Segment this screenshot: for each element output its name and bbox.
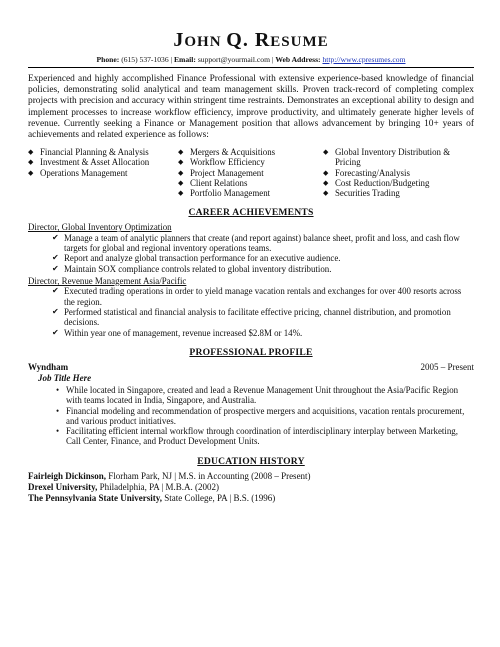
skill-item: ◆ Operations Management <box>28 168 178 178</box>
skills-column-1 <box>28 147 178 198</box>
skill-item: ◆ Project Management <box>178 168 323 178</box>
role-title: Director, Global Inventory Optimization <box>28 222 172 233</box>
school-detail: State College, PA | B.S. (1996) <box>162 492 276 503</box>
employer-row <box>28 362 474 373</box>
skill-item: ◆ Global Inventory Distribution & Pricing <box>323 147 453 167</box>
skill-item: ◆ Securities Trading <box>323 188 453 198</box>
achievement-item: ✔ Maintain SOX compliance controls related to global inventory distribution. <box>52 264 474 274</box>
skills-column-3 <box>323 147 453 198</box>
skill-item: ◆ Cost Reduction/Budgeting <box>323 178 453 188</box>
profile-item: • While located in Singapore, created and lead a Revenue Management Unit throughout the Asia/Pacific Region with teams located in India, Singapore, and Australia. <box>56 385 474 406</box>
resume-name: JOHN Q. RESUME <box>173 29 329 51</box>
phone-label: Phone: <box>96 55 120 64</box>
resume-page <box>28 30 474 504</box>
employment-dates: 2005 – Present <box>420 361 474 372</box>
school-name: Drexel University, <box>28 481 98 492</box>
email-value[interactable]: support@yourmail.com <box>197 55 270 64</box>
skill-item: ◆ Investment & Asset Allocation <box>28 157 178 167</box>
school-name: Fairleigh Dickinson, <box>28 470 107 481</box>
skill-item: ◆ Portfolio Management <box>178 188 323 198</box>
school-detail: Florham Park, NJ | M.S. in Accounting (2008 – Present) <box>106 470 311 481</box>
school-detail: Philadelphia, PA | M.B.A. (2002) <box>97 481 220 492</box>
career-achievements-heading: CAREER ACHIEVEMENTS <box>188 207 314 219</box>
achievement-list <box>28 286 474 337</box>
skill-item: ◆ Workflow Efficiency <box>178 157 323 167</box>
skill-item: ◆ Forecasting/Analysis <box>323 168 453 178</box>
education-history-heading: EDUCATION HISTORY <box>197 455 305 467</box>
achievement-item: ✔ Within year one of management, revenue increased $2.8M or 14%. <box>52 328 474 338</box>
profile-item: • Financial modeling and recommendation of prospective mergers and acquisitions, vacation rentals procurement, and various product initiatives. <box>56 406 474 427</box>
achievement-item: ✔ Performed statistical and financial analysis to facilitate effective pricing, channel distribution, and promotion decisions. <box>52 307 474 328</box>
professional-profile-heading: PROFESSIONAL PROFILE <box>189 346 313 358</box>
education-entry <box>28 471 474 482</box>
contact-line: Phone: (615) 537-1036 | Email: support@yourmail.com | Web Address: http://www.cpresumes.com <box>28 54 474 68</box>
achievement-item: ✔ Report and analyze global transaction performance for an executive audience. <box>52 253 474 263</box>
skill-item: ◆ Financial Planning & Analysis <box>28 147 178 157</box>
profile-list <box>28 385 474 447</box>
skills-list <box>28 147 474 198</box>
web-address-link[interactable]: http://www.cpresumes.com <box>322 55 406 64</box>
email-label: Email: <box>173 55 196 64</box>
role-title: Director, Revenue Management Asia/Pacific <box>28 275 187 286</box>
skills-column-2 <box>178 147 323 198</box>
phone-value: (615) 537-1036 <box>121 55 169 64</box>
education-entry <box>28 482 474 493</box>
achievement-item: ✔ Manage a team of analytic planners that create (and report against) balance sheet, profit and loss, and cash flow targets for global and regional inventory operations teams. <box>52 233 474 254</box>
job-title: Job Title Here <box>38 372 92 383</box>
achievement-list <box>28 233 474 274</box>
employer-name: Wyndham <box>28 361 69 372</box>
achievement-item: ✔ Executed trading operations in order to yield manage vacation rentals and exchanges for over 400 resorts across the region. <box>52 286 474 307</box>
skill-item: ◆ Client Relations <box>178 178 323 188</box>
skill-item: ◆ Mergers & Acquisitions <box>178 147 323 157</box>
school-name: The Pennsylvania State University, <box>28 492 163 503</box>
web-label: Web Address: <box>275 55 321 64</box>
summary-paragraph: Experienced and highly accomplished Finance Professional with extensive experience-based knowledge of financial policies, demonstrating solid analytical and team management skills. Proven track-record of completing complex projects with precision and accuracy within stringent time restraints. Demonstrates an exceptional ability to design and implement processes to increase workflow efficiency, improve productivity, and ultimately generate higher levels of revenue. Currently seeking a Finance or Management position that allows advancement by bringing 10+ years of achievements and related experience as follows: <box>28 74 474 141</box>
education-entry <box>28 493 474 504</box>
profile-item: • Facilitating efficient internal workflow through coordination of interdisciplinary interplay between Marketing, Call Center, Finance, and Product Development Units. <box>56 426 474 447</box>
